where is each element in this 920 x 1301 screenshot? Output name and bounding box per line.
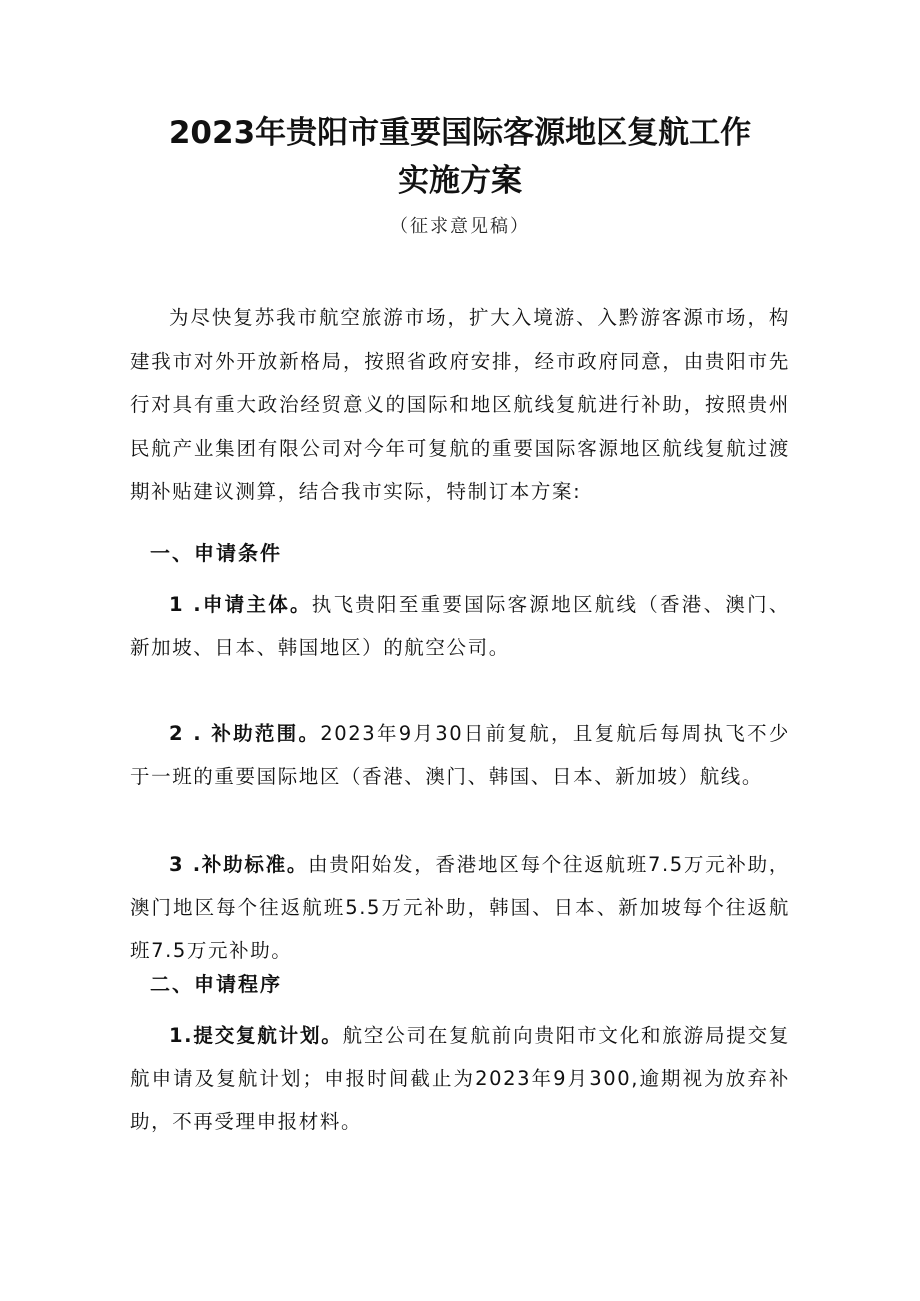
item-text: 2023年9月30日前复航，且复航后每周执飞不少于一班的重要国际地区（香港、澳门、韩国、日本、新加坡）航线。 (130, 722, 790, 788)
item-number: 3 . (169, 853, 202, 876)
item-keyword: 补助范围。 (211, 722, 321, 745)
list-item (130, 843, 790, 972)
list-item (130, 1014, 790, 1143)
item-number: 2 . (169, 722, 212, 745)
item-keyword: 申请主体。 (202, 593, 312, 616)
document-title-line2: 实施方案 (398, 163, 522, 199)
section-heading-application-procedure: 二、申请程序 (150, 972, 282, 996)
item-number: 1. (169, 1024, 194, 1047)
item-text: 由贵阳始发，香港地区每个往返航班7.5万元补助，澳门地区每个往返航班5.5万元补助，韩国、日本、新加坡每个往返航班7.5万元补助。 (130, 853, 790, 962)
item-keyword: 补助标准。 (201, 853, 309, 876)
item-number: 1 . (169, 593, 203, 616)
section-heading-application-conditions: 一、申请条件 (150, 541, 282, 565)
intro-paragraph: 为尽快复苏我市航空旅游市场，扩大入境游、入黔游客源市场，构建我市对外开放新格局，按照省政府安排，经市政府同意，由贵阳市先行对具有重大政治经贸意义的国际和地区航线复航进行补助，按照贵州民航产业集团有限公司对今年可复航的重要国际客源地区航线复航过渡期补贴建议测算，结合我市实际，特制订本方案: (130, 306, 790, 504)
list-item (130, 583, 790, 669)
item-keyword: 提交复航计划。 (193, 1024, 343, 1047)
list-item (130, 712, 790, 798)
document-subtitle: （征求意见稿） (390, 216, 530, 237)
item-text: 执飞贵阳至重要国际客源地区航线（香港、澳门、新加坡、日本、韩国地区）的航空公司。 (130, 593, 790, 659)
item-text: 航空公司在复航前向贵阳市文化和旅游局提交复航申请及复航计划；申报时间截止为2023年9月300,逾期视为放弃补助，不再受理申报材料。 (130, 1024, 790, 1133)
document-title-line1: 2023年贵阳市重要国际客源地区复航工作 (168, 115, 752, 151)
